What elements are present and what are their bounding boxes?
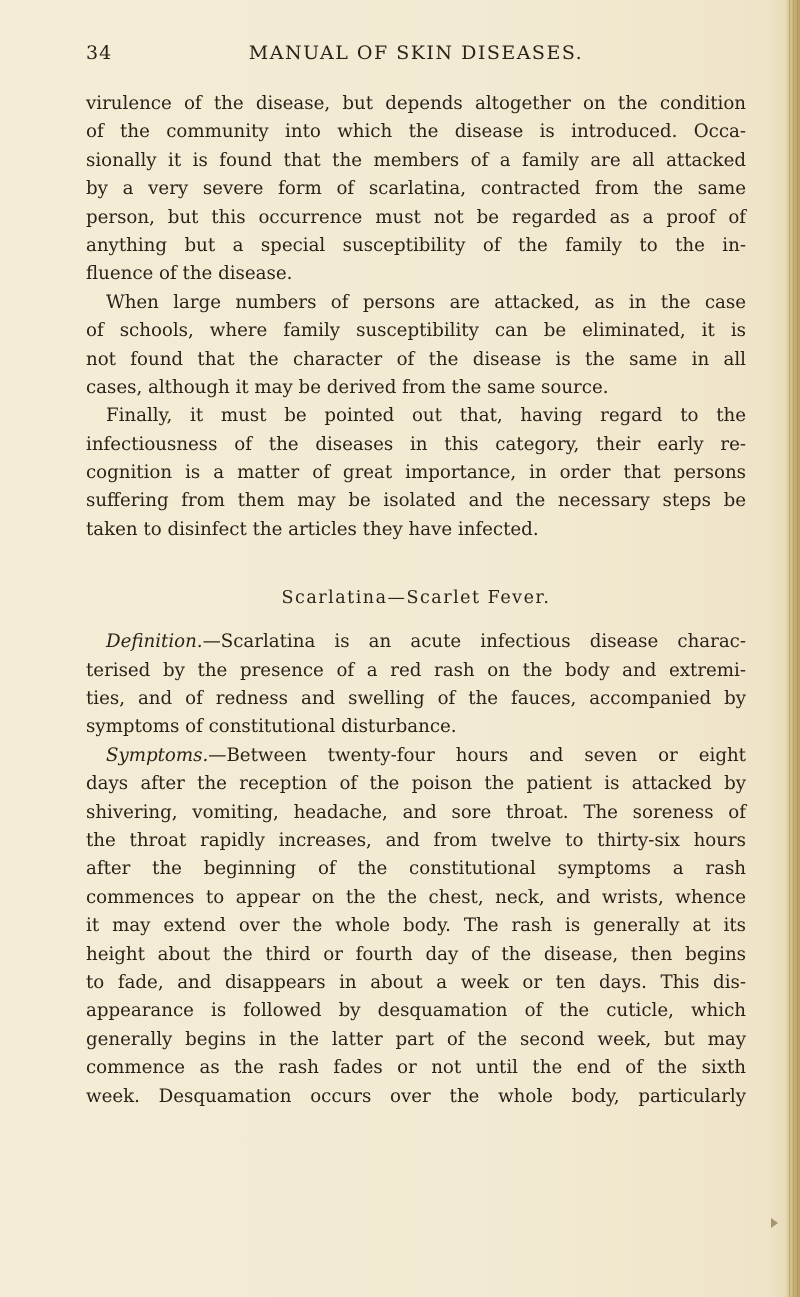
paragraph-symptoms bbox=[86, 742, 746, 1111]
text-line: the throat rapidly increases, and from twelve to thirty-six hours bbox=[86, 829, 746, 851]
text-line: not found that the character of the disease is the same in all bbox=[86, 348, 746, 370]
page-header bbox=[86, 42, 746, 72]
text-line: ties, and of redness and swelling of the fauces, accompanied by bbox=[86, 688, 746, 710]
text-line: generally begins in the latter part of the second week, but may bbox=[86, 1028, 746, 1050]
paragraph-definition bbox=[86, 628, 746, 742]
text-line: symptoms of constitutional disturbance. bbox=[86, 716, 457, 738]
text-line: infectiousness of the diseases in this category, their early re- bbox=[86, 433, 746, 455]
paragraph-susceptibility bbox=[86, 90, 746, 289]
text-line: When large numbers of persons are attacked, as in the case bbox=[106, 291, 746, 313]
text-line: of schools, where family susceptibility can be eliminated, it is bbox=[86, 320, 746, 342]
text-line: height about the third or fourth day of the disease, then begins bbox=[86, 943, 746, 965]
text-line: by a very severe form of scarlatina, contracted from the same bbox=[86, 178, 746, 200]
paragraph-schools bbox=[86, 289, 746, 403]
text-line: to fade, and disappears in about a week or ten days. This dis- bbox=[86, 971, 746, 993]
text-line: person, but this occurrence must not be regarded as a proof of bbox=[86, 206, 746, 228]
definition-label: Definition. bbox=[106, 631, 203, 653]
text-line: virulence of the disease, but depends altogether on the condition bbox=[86, 93, 746, 114]
text-line: shivering, vomiting, headache, and sore throat. The soreness of bbox=[86, 801, 746, 823]
text-line: commence as the rash fades or not until the end of the sixth bbox=[86, 1057, 746, 1079]
text-line bbox=[86, 628, 746, 656]
page-edge-line bbox=[793, 0, 794, 1297]
text-line: of the community into which the disease is introduced. Occa- bbox=[86, 121, 746, 143]
running-head: MANUAL OF SKIN DISEASES. bbox=[248, 42, 584, 64]
text-line: cognition is a matter of great importance, in order that persons bbox=[86, 462, 746, 484]
text-line: fluence of the disease. bbox=[86, 263, 293, 285]
text-line: after the beginning of the constitutional symptoms a rash bbox=[86, 858, 746, 880]
text-line: days after the reception of the poison the patient is attacked by bbox=[86, 773, 746, 795]
symptoms-label: Symptoms. bbox=[106, 744, 209, 766]
section-heading: Scarlatina—Scarlet Fever. bbox=[281, 588, 551, 609]
text-line: week. Desquamation occurs over the whole body, particularly bbox=[86, 1085, 746, 1107]
text-line: Finally, it must be pointed out that, having regard to the bbox=[106, 405, 746, 427]
definition-text: —Scarlatina is an acute infectious disease charac- bbox=[202, 631, 746, 653]
paragraph-infectiousness bbox=[86, 402, 746, 544]
text-line: commences to appear on the the chest, neck, and wrists, whence bbox=[86, 886, 746, 908]
text-line bbox=[86, 742, 746, 770]
text-line: cases, although it may be derived from the same source. bbox=[86, 376, 609, 398]
text-line: it may extend over the whole body. The rash is generally at its bbox=[86, 915, 746, 937]
page-edge-line bbox=[797, 0, 798, 1297]
text-line: terised by the presence of a red rash on the body and extremi- bbox=[86, 659, 746, 681]
symptoms-text: —Between twenty-four hours and seven or eight bbox=[208, 744, 746, 766]
page-turn-arrow-icon bbox=[771, 1218, 778, 1228]
text-line: suffering from them may be isolated and the necessary steps be bbox=[86, 490, 746, 512]
page-edge-line bbox=[789, 0, 790, 1297]
text-line: sionally it is found that the members of a family are all attacked bbox=[86, 149, 746, 171]
page-body bbox=[86, 90, 746, 1111]
text-line: taken to disinfect the articles they have infected. bbox=[86, 518, 539, 540]
text-line: anything but a special susceptibility of the family to the in- bbox=[86, 234, 746, 256]
page-number: 34 bbox=[86, 42, 113, 64]
text-line: appearance is followed by desquamation of the cuticle, which bbox=[86, 1000, 746, 1022]
